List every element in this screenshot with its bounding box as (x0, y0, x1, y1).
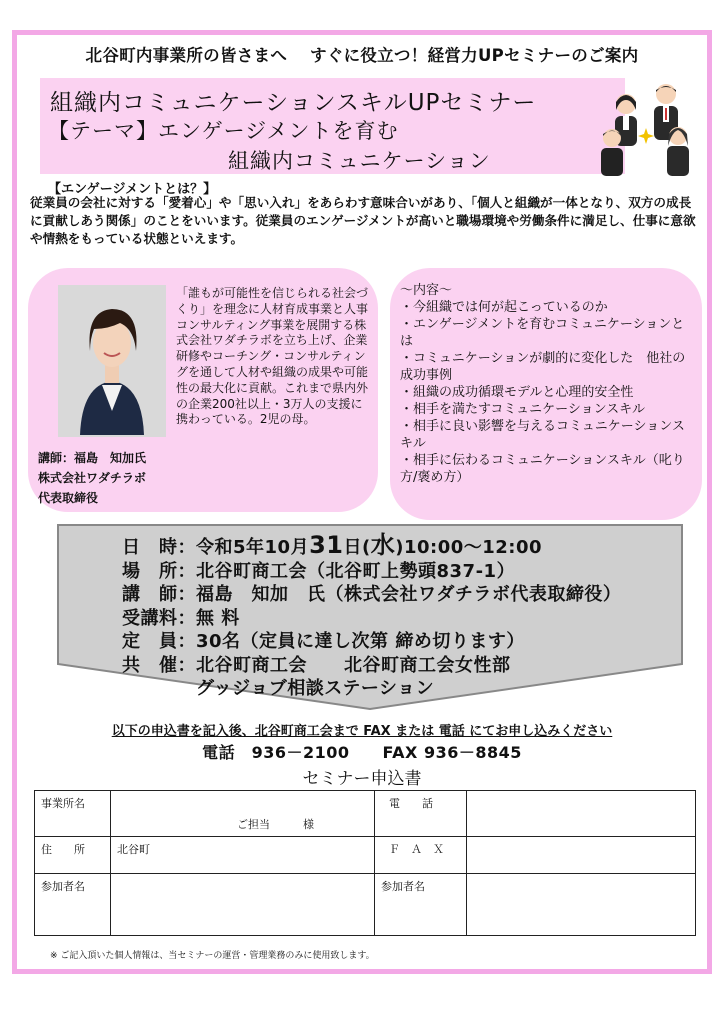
fee-line: 受講料：無 料 (122, 607, 240, 629)
form-title: セミナー申込書 (302, 769, 422, 789)
speaker-role: 代表取締役 (38, 491, 99, 505)
capacity-line: 定 員：30名（定員に達し次第 締め切ります） (122, 631, 525, 652)
privacy-note: ※ ご記入頂いた個人情報は、当セミナーの運営・管理業務のみに使用致します。 (50, 951, 375, 961)
tel-label: 電 話 (375, 791, 467, 837)
theme-line-2: 組織内コミュニケーション (228, 149, 491, 173)
header-line: 北谷町内事業所の皆さまへ すぐに役立つ！経営力UPセミナーのご案内 (85, 46, 639, 65)
speaker-company: 株式会社ワダチラボ (38, 471, 146, 485)
list-item: ・相手に伝わるコミュニケーションスキル（叱り方/褒め方） (400, 453, 685, 485)
list-item: ・コミュニケーションが劇的に変化した 他社の成功事例 (400, 351, 686, 383)
fax-label: Ｆ Ａ Ｘ (375, 837, 467, 873)
application-form (34, 790, 696, 936)
list-item: ・エンゲージメントを育むコミュニケーションとは (400, 317, 685, 349)
theme-line: 【テーマ】エンゲージメントを育む (48, 119, 399, 143)
speaker-name: 講師：福島 知加氏 (38, 451, 147, 465)
speaker-photo (58, 285, 166, 437)
seminar-title: 組織内コミュニケーションスキルUPセミナー (50, 90, 537, 116)
host-line-2: グッジョブ相談ステーション (196, 678, 435, 699)
contact-numbers: 電話 936－2100 FAX 936－8845 (202, 743, 522, 762)
participant-label: 参加者名 (35, 873, 111, 935)
participant-label-2: 参加者名 (375, 873, 467, 935)
address-field[interactable]: 北谷町 (111, 837, 375, 873)
participant-field[interactable] (111, 873, 375, 935)
speaker-bio: 「誰もが可能性を信じられる社会づくり」を理念に人材育成事業と人事コンサルティング事業を展開する株式会社ワダチラボを立ち上げ、企業研修やコーチング・コンサルティングを通して人材や組織の成果や可能性の最大化に貢献。これまで県内外の企業200社以上・3万人の支援に携わっている。2児の母。 (176, 286, 369, 427)
date-line: 日 時：令和5年10月31日(水)10:00～12:00 (122, 531, 543, 559)
application-instruction: 以下の申込書を記入後、北谷町商工会まで FAX または 電話 にてお申し込みください (111, 724, 613, 739)
business-people-illustration (596, 76, 700, 176)
engagement-description: 従業員の会社に対する「愛着心」や「思い入れ」をあらわす意味合いがあり、「個人と組織が一体となり、双方の成長に貢献しあう関係」のことをいいます。従業員のエンゲージメントが高いと職場環境や労働条件に満足し、仕事に意欲や情熱をもっている状態といえます。 (30, 195, 696, 246)
seminar-details (122, 531, 622, 701)
participant-field-2[interactable] (467, 873, 696, 935)
speaker-name-block (38, 448, 178, 508)
address-label: 住 所 (35, 837, 111, 873)
contents-heading: ～内容～ (400, 283, 453, 298)
contact-person-label: ご担当 様 (237, 818, 314, 832)
engagement-heading: 【エンゲージメントとは？】 (48, 182, 217, 197)
list-item: ・組織の成功循環モデルと心理的安全性 (400, 385, 634, 400)
list-item: ・相手に良い影響を与えるコミュニケーションスキル (400, 419, 685, 451)
contents-list (400, 282, 696, 486)
business-name-field[interactable] (111, 791, 375, 837)
business-name-label: 事業所名 (35, 791, 111, 837)
fax-field[interactable] (467, 837, 696, 873)
host-line: 共 催：北谷町商工会 北谷町商工会女性部 (122, 654, 511, 676)
list-item: ・相手を満たすコミュニケーションスキル (400, 402, 646, 417)
tel-field[interactable] (467, 791, 696, 837)
list-item: ・今組織では何が起こっているのか (400, 300, 608, 315)
place-line: 場 所：北谷町商工会（北谷町上勢頭837-1） (122, 560, 516, 582)
lecturer-line: 講 師：福島 知加 氏（株式会社ワダチラボ代表取締役） (122, 584, 622, 605)
